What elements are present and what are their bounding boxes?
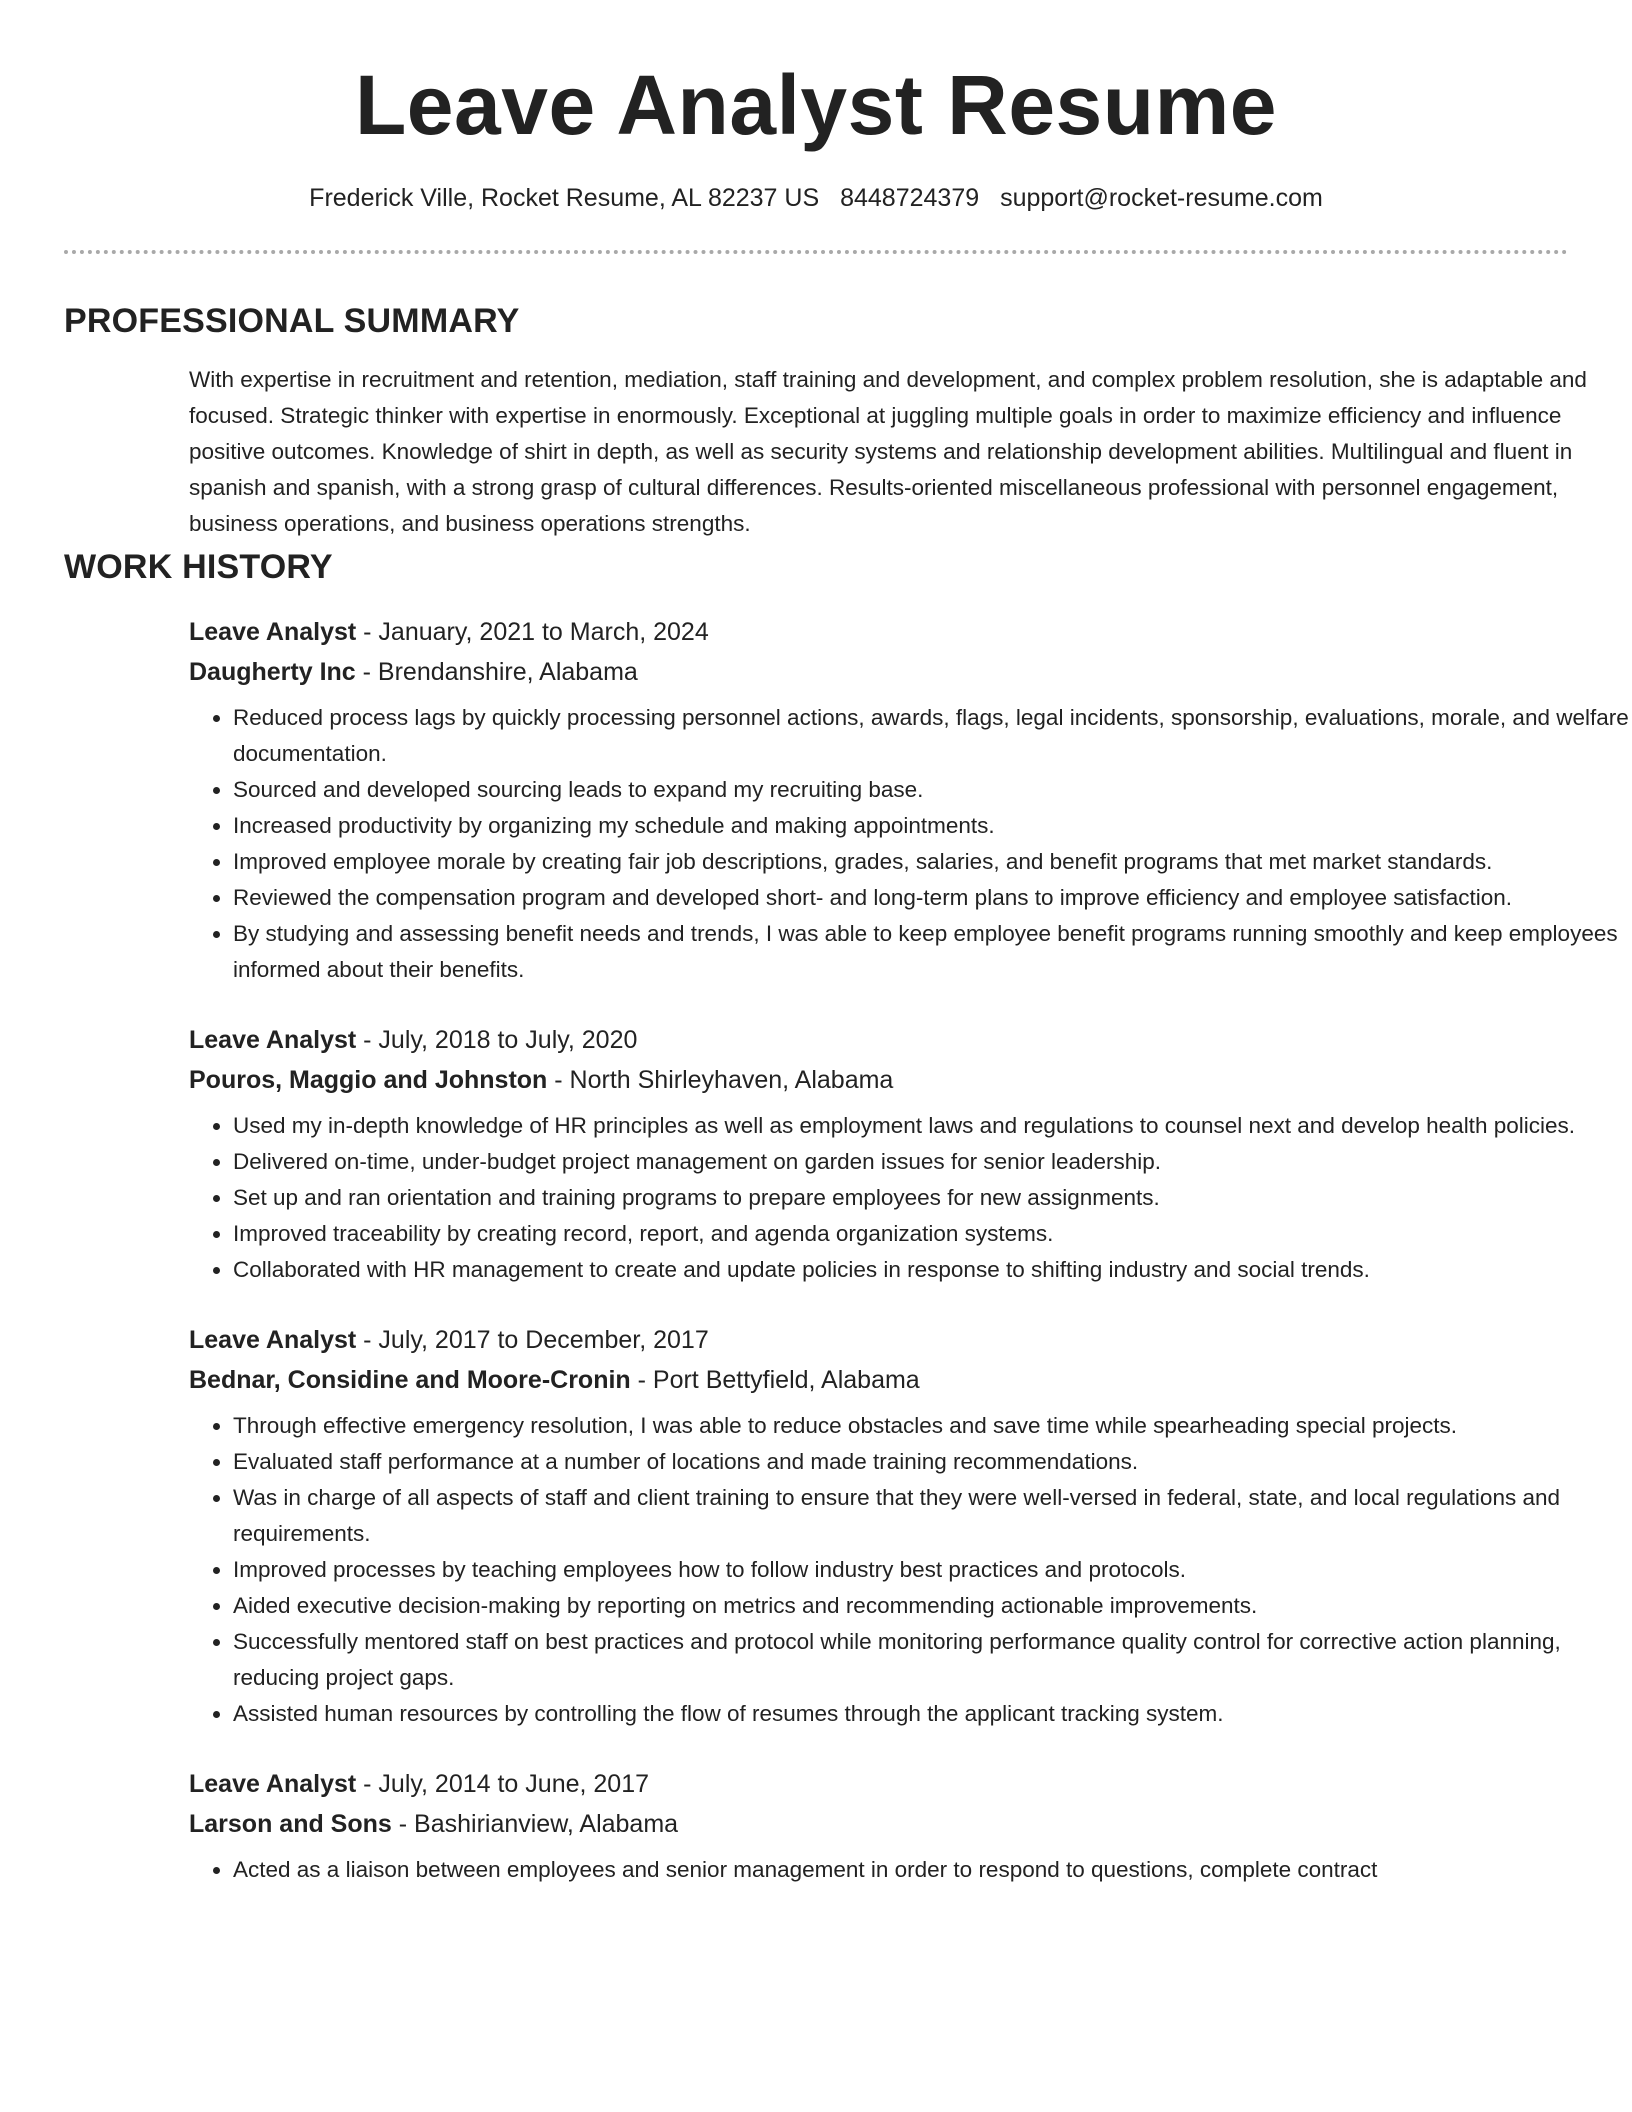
summary-heading: PROFESSIONAL SUMMARY xyxy=(64,302,520,340)
company-name: Larson and Sons xyxy=(189,1810,392,1838)
job-company-line xyxy=(189,1060,1629,1100)
job-dates: - January, 2021 to March, 2024 xyxy=(356,618,709,646)
job-title-line xyxy=(189,1320,1629,1360)
company-name: Daugherty Inc xyxy=(189,658,356,686)
job-title-line xyxy=(189,1764,1629,1804)
company-name: Pouros, Maggio and Johnston xyxy=(189,1066,548,1094)
bullet-item: • Through effective emergency resolution, I was able to reduce obstacles and save time while spearheading special projects. xyxy=(233,1408,1629,1444)
job-title-line xyxy=(189,1020,1629,1060)
bullet-item: • Acted as a liaison between employees and senior management in order to respond to questions, complete contract xyxy=(233,1852,1629,1888)
job-title: Leave Analyst xyxy=(189,618,357,646)
job-company-line xyxy=(189,1360,1629,1400)
job-bullets xyxy=(189,1408,1629,1732)
bullet-item: • Reduced process lags by quickly processing personnel actions, awards, flags, legal incidents, sponsorship, evaluations, morale, and welfare documentation. xyxy=(233,700,1629,772)
bullet-item: • Sourced and developed sourcing leads to expand my recruiting base. xyxy=(233,772,1629,808)
company-location: - Brendanshire, Alabama xyxy=(355,658,638,686)
job-entry xyxy=(189,1020,1629,1288)
work-history-heading: WORK HISTORY xyxy=(64,548,333,586)
bullet-item: • Delivered on-time, under-budget project management on garden issues for senior leadership. xyxy=(233,1144,1629,1180)
bullet-item: • Successfully mentored staff on best practices and protocol while monitoring performance quality control for corrective action planning, reducing project gaps. xyxy=(233,1624,1629,1696)
address: Frederick Ville, Rocket Resume, AL 82237 US xyxy=(309,184,820,212)
job-dates: - July, 2017 to December, 2017 xyxy=(356,1326,709,1354)
bullet-item: • Aided executive decision-making by reporting on metrics and recommending actionable improvements. xyxy=(233,1588,1629,1624)
contact-info xyxy=(0,180,1632,216)
header-divider xyxy=(64,250,1568,254)
job-title: Leave Analyst xyxy=(189,1326,357,1354)
company-location: - Port Bettyfield, Alabama xyxy=(630,1366,920,1394)
job-title-line xyxy=(189,612,1629,652)
bullet-item: • Improved processes by teaching employees how to follow industry best practices and protocols. xyxy=(233,1552,1629,1588)
bullet-item: • Collaborated with HR management to create and update policies in response to shifting industry and social trends. xyxy=(233,1252,1629,1288)
phone: 8448724379 xyxy=(840,184,980,212)
bullet-item: • Used my in-depth knowledge of HR principles as well as employment laws and regulations to counsel next and develop health policies. xyxy=(233,1108,1629,1144)
job-title: Leave Analyst xyxy=(189,1026,357,1054)
bullet-item: • Set up and ran orientation and training programs to prepare employees for new assignments. xyxy=(233,1180,1629,1216)
resume-content xyxy=(64,296,1629,1888)
bullet-item: • Improved traceability by creating record, report, and agenda organization systems. xyxy=(233,1216,1629,1252)
job-dates: - July, 2018 to July, 2020 xyxy=(356,1026,638,1054)
bullet-item: • Assisted human resources by controlling the flow of resumes through the applicant tracking system. xyxy=(233,1696,1629,1732)
job-company-line xyxy=(189,652,1629,692)
job-bullets xyxy=(189,1108,1629,1288)
summary-text: With expertise in recruitment and retention, mediation, staff training and development, and complex problem resolution, she is adaptable and focused. Strategic thinker with expertise in enormously. Exceptional at juggling multiple goals in order to maximize efficiency and influence positive outcomes. Knowledge of shirt in depth, as well as security systems and relationship development abilities. Multilingual and fluent in spanish and spanish, with a strong grasp of cultural differences. Results-oriented miscellaneous professional with personnel engagement, business operations, and business operations strengths. xyxy=(189,367,1587,536)
email: support@rocket-resume.com xyxy=(1000,184,1323,212)
job-dates: - July, 2014 to June, 2017 xyxy=(356,1770,650,1798)
bullet-item: • Was in charge of all aspects of staff and client training to ensure that they were well-versed in federal, state, and local regulations and requirements. xyxy=(233,1480,1629,1552)
company-location: - North Shirleyhaven, Alabama xyxy=(547,1066,894,1094)
job-entry xyxy=(189,1320,1629,1732)
bullet-item: • By studying and assessing benefit needs and trends, I was able to keep employee benefit programs running smoothly and keep employees informed about their benefits. xyxy=(233,916,1629,988)
bullet-item: • Improved employee morale by creating fair job descriptions, grades, salaries, and benefit programs that met market standards. xyxy=(233,844,1629,880)
company-name: Bednar, Considine and Moore-Cronin xyxy=(189,1366,631,1394)
job-entry xyxy=(189,1764,1629,1888)
job-entry xyxy=(189,612,1629,988)
bullet-item: • Reviewed the compensation program and developed short- and long-term plans to improve efficiency and employee satisfaction. xyxy=(233,880,1629,916)
job-title: Leave Analyst xyxy=(189,1770,357,1798)
bullet-item: • Increased productivity by organizing my schedule and making appointments. xyxy=(233,808,1629,844)
job-company-line xyxy=(189,1804,1629,1844)
bullet-item: • Evaluated staff performance at a number of locations and made training recommendations. xyxy=(233,1444,1629,1480)
company-location: - Bashirianview, Alabama xyxy=(391,1810,679,1838)
job-bullets xyxy=(189,700,1629,988)
resume-title: Leave Analyst Resume xyxy=(355,58,1277,152)
job-bullets xyxy=(189,1852,1629,1888)
